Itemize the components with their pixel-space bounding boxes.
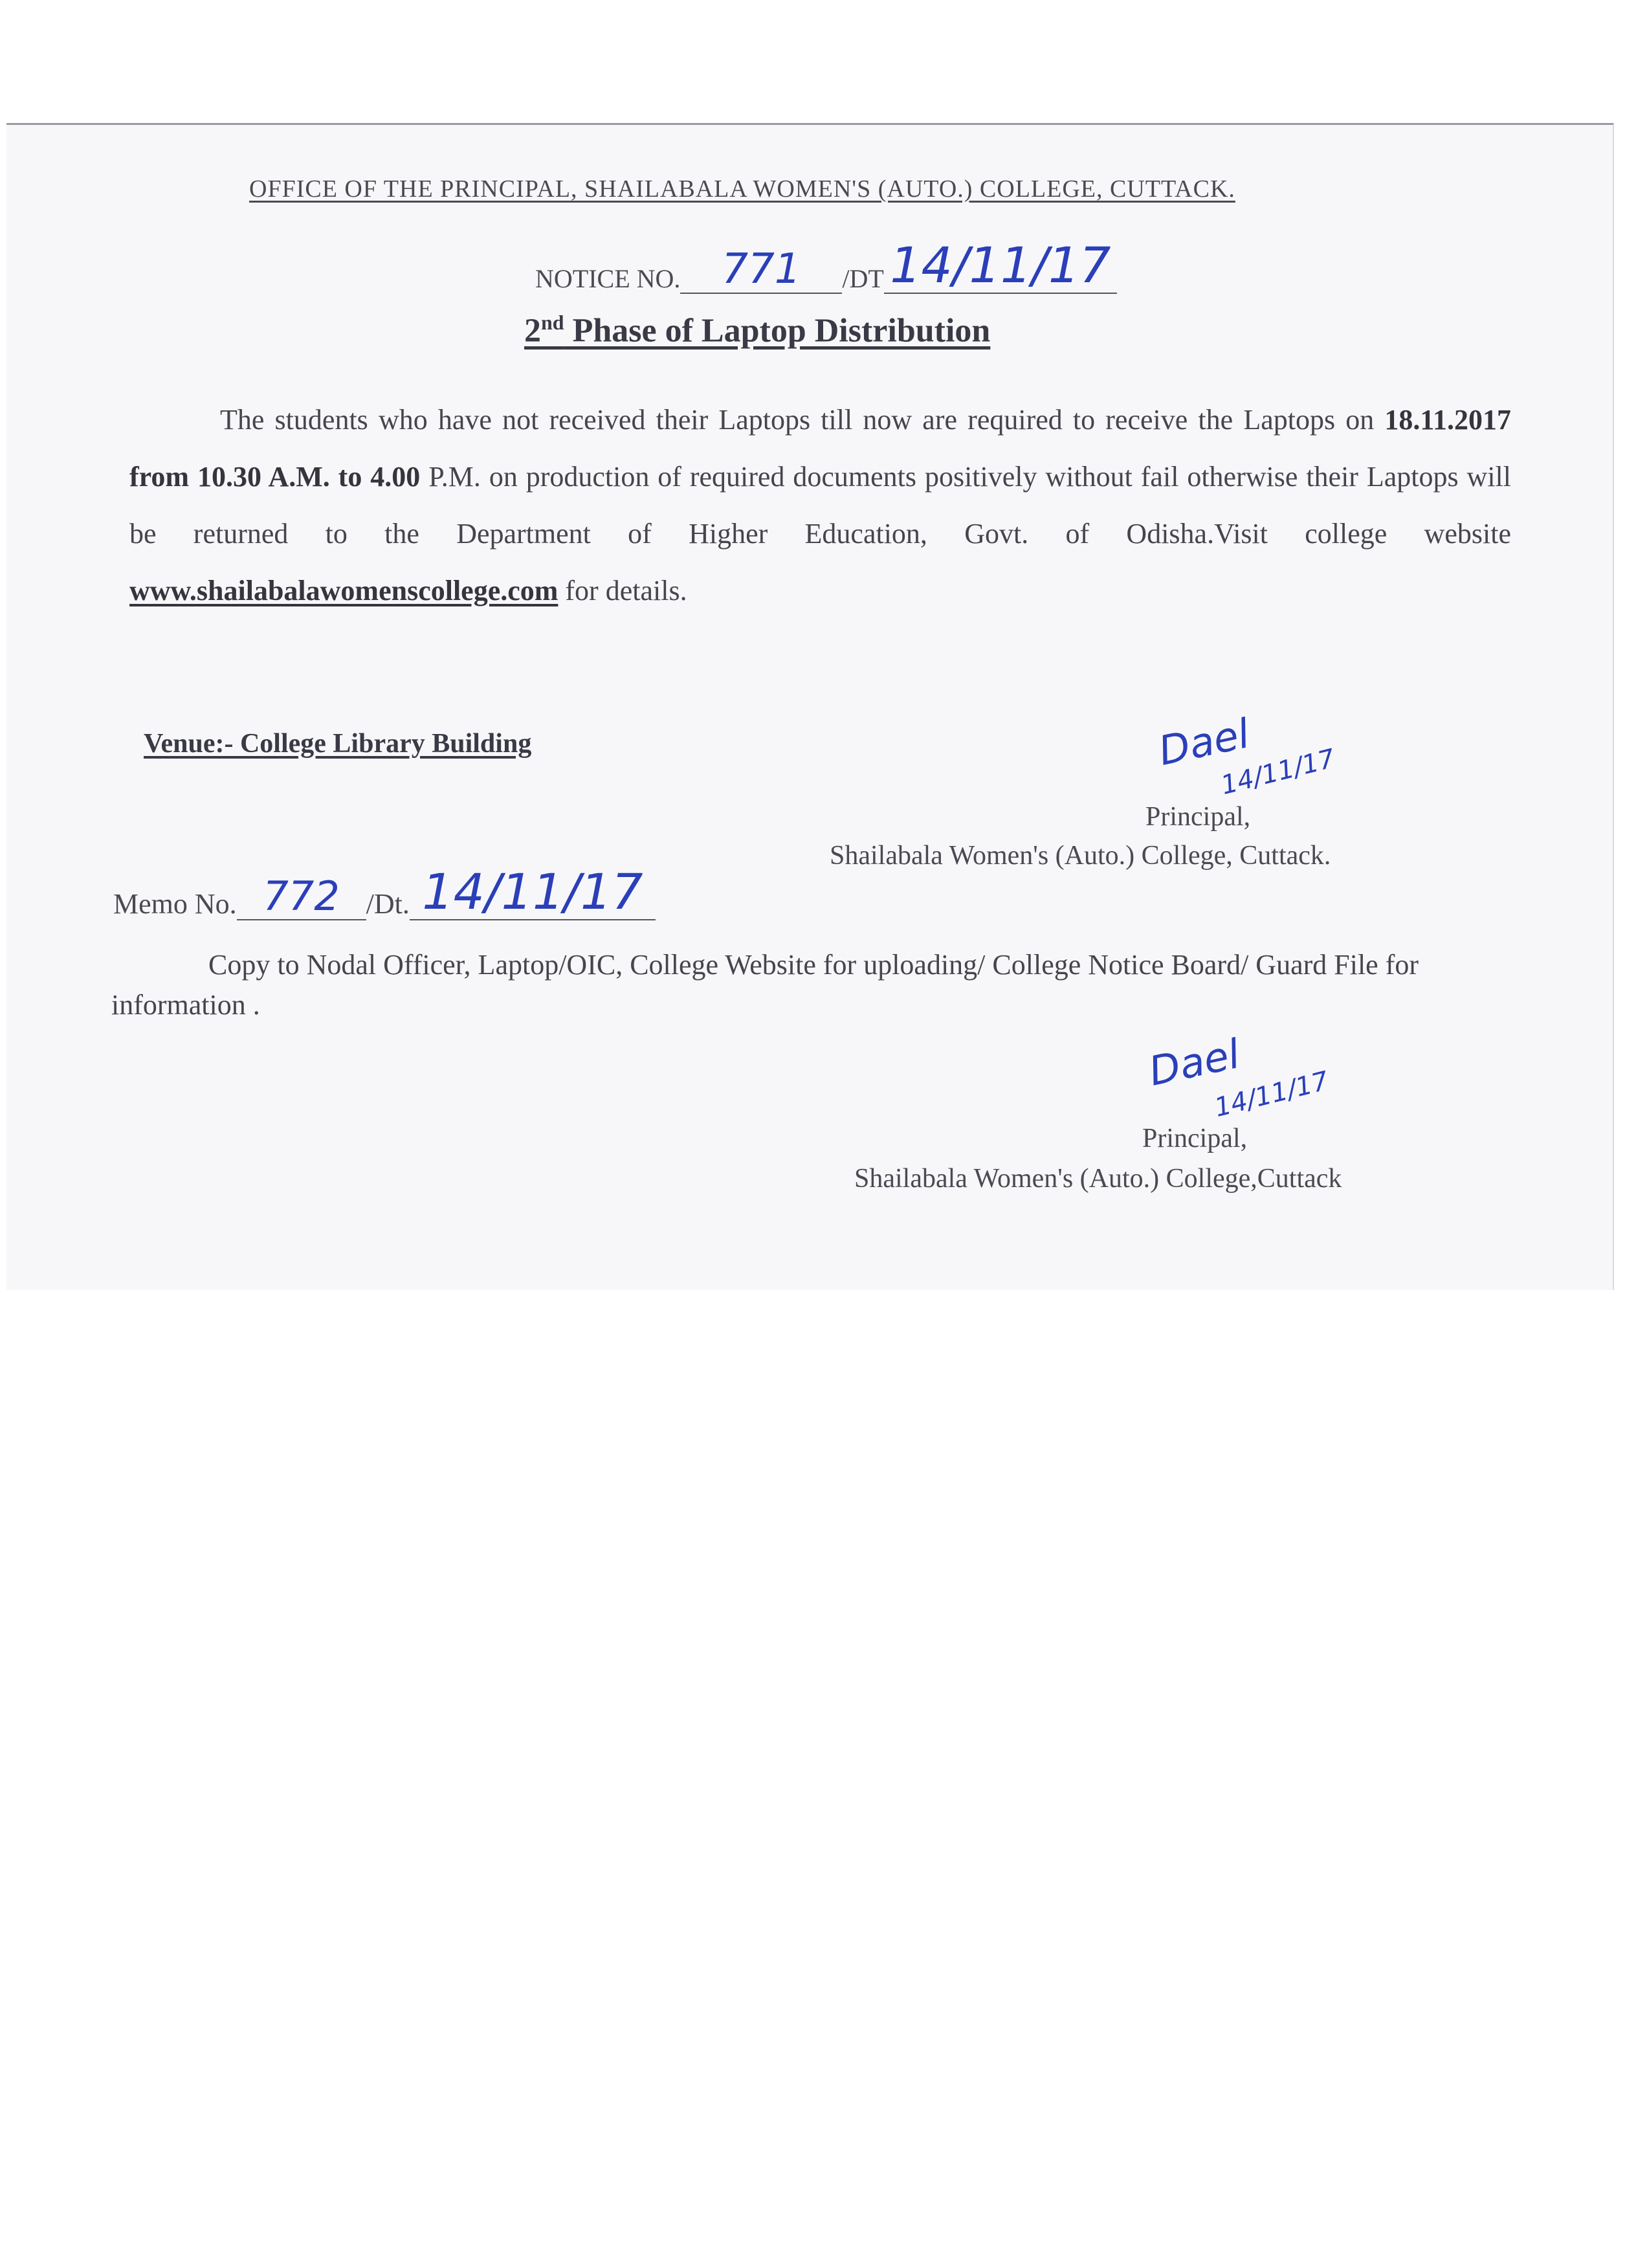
office-header: OFFICE OF THE PRINCIPAL, SHAILABALA WOMEN'S (AUTO.) COLLEGE, CUTTACK.: [249, 175, 1235, 203]
notice-date-label: /DT: [842, 264, 884, 293]
notice-title: [524, 311, 990, 350]
notice-date-handwritten: 14/11/17: [884, 241, 1117, 294]
principal-signature-2: Dael: [1144, 1030, 1244, 1095]
principal-title-2: Principal,: [1142, 1124, 1248, 1153]
body-pm: P.M.: [428, 461, 481, 493]
memo-date-label: /Dt.: [366, 888, 410, 920]
title-text: Phase of Laptop Distribution: [564, 312, 991, 350]
venue-line: Venue:- College Library Building: [144, 729, 532, 759]
body-part-1: The students who have not received their Laptops till now are required to receive the Laptops on: [220, 404, 1385, 436]
college-website-link[interactable]: www.shailabalawomenscollege.com: [129, 575, 558, 606]
scanned-paper-sheet: [6, 123, 1614, 1290]
body-time: from 10.30 A.M. to 4.00: [129, 461, 429, 493]
copy-to-text: Copy to Nodal Officer, Laptop/OIC, College Website for uploading/ College Notice Board/ Guard File for information .: [111, 949, 1419, 1021]
title-ordinal-suffix: nd: [541, 311, 564, 334]
college-name-2: Shailabala Women's (Auto.) College,Cuttack: [854, 1164, 1342, 1194]
principal-title-1: Principal,: [1145, 802, 1251, 832]
signature-2-date: 14/11/17: [1211, 1065, 1332, 1124]
memo-date-handwritten: 14/11/17: [410, 867, 656, 920]
memo-label: Memo No.: [113, 888, 237, 920]
signature-1-date: 14/11/17: [1218, 743, 1338, 801]
body-part-3: for details.: [558, 575, 687, 606]
notice-number-handwritten: 771: [680, 249, 842, 294]
notice-label: NOTICE NO.: [535, 264, 681, 293]
principal-signature-1: Dael: [1154, 709, 1254, 775]
notice-body: [129, 392, 1511, 619]
memo-number-row: [113, 863, 656, 920]
notice-number-row: [535, 236, 1117, 294]
memo-number-handwritten: 772: [237, 876, 366, 920]
title-ordinal: 2: [524, 312, 541, 350]
body-date: 18.11.2017: [1384, 404, 1511, 436]
body-part-2: on production of required documents positively without fail otherwise their Laptops will be returned to the Department of Higher Education, Govt. of Odisha.Visit college website: [129, 461, 1511, 550]
college-name-1: Shailabala Women's (Auto.) College, Cuttack.: [830, 841, 1331, 871]
